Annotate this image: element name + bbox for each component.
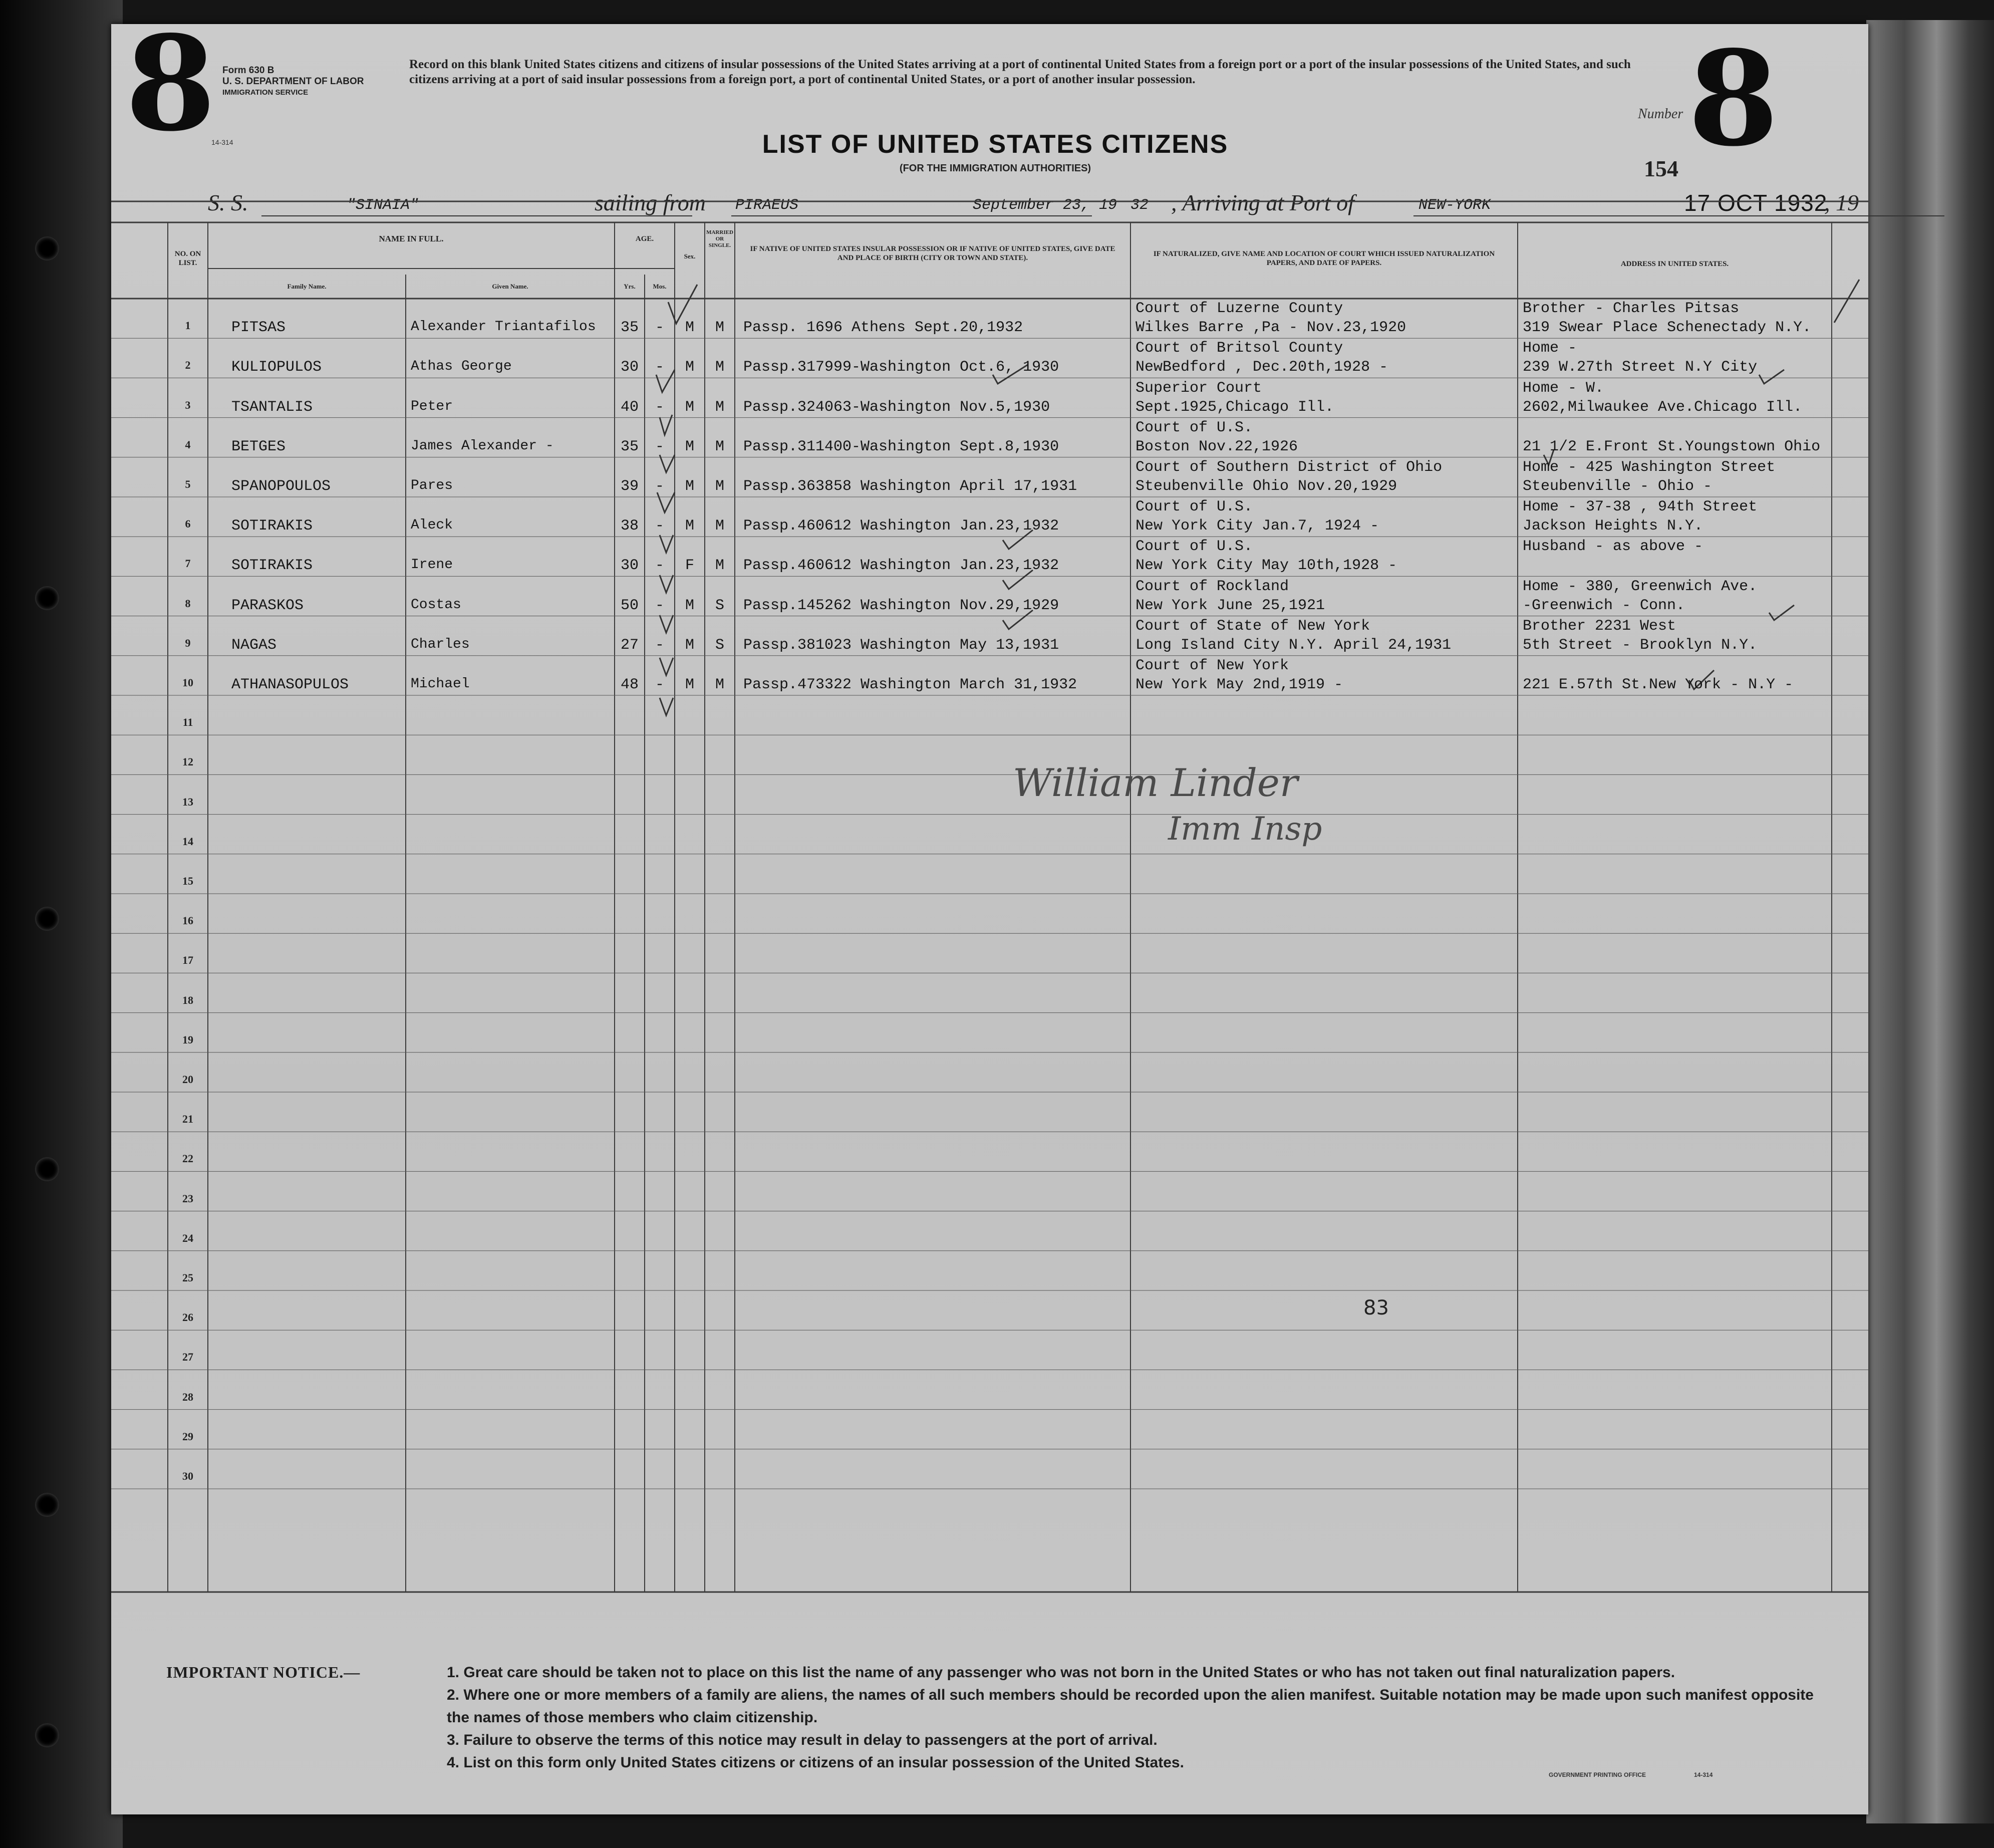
row-number: 3 bbox=[185, 398, 191, 411]
sailing-date: September 23, 19 bbox=[973, 197, 1117, 214]
age-months: - bbox=[655, 438, 664, 455]
age-months: - bbox=[655, 359, 664, 376]
marital-status: S bbox=[715, 636, 724, 654]
row-number: 11 bbox=[182, 716, 193, 729]
court-name: Court of New York bbox=[1135, 657, 1289, 674]
ss-label: S. S. bbox=[208, 190, 248, 215]
age-years: 39 bbox=[620, 478, 639, 495]
sailing-from-label: sailing from bbox=[595, 190, 706, 215]
marital-status: M bbox=[715, 557, 724, 575]
address-line-2: Jackson Heights N.Y. bbox=[1523, 517, 1703, 535]
family-name: SPANOPOULOS bbox=[231, 478, 331, 495]
sex: M bbox=[685, 319, 694, 337]
row-number: 15 bbox=[182, 875, 193, 887]
notice-item-4: 4. List on this form only United States citizens or citizens of an insular possession of the United States. bbox=[447, 1754, 1184, 1771]
row-number: 30 bbox=[182, 1470, 193, 1482]
row-number: 29 bbox=[182, 1430, 193, 1443]
marital-status: M bbox=[715, 398, 724, 416]
court-name: Superior Court bbox=[1135, 379, 1262, 397]
number-label: Number bbox=[1638, 106, 1683, 122]
marital-status: M bbox=[715, 438, 724, 455]
footer-form-code: 14-314 bbox=[1694, 1771, 1713, 1778]
row-number: 19 bbox=[182, 1033, 193, 1046]
address-line-1: Husband - as above - bbox=[1523, 538, 1703, 556]
age-months: - bbox=[655, 319, 664, 337]
birth-passport: Passp.381023 Washington May 13,1931 bbox=[743, 636, 1059, 654]
address-line-2: 221 E.57th St.New York - N.Y - bbox=[1523, 676, 1794, 693]
family-name: SOTIRAKIS bbox=[231, 557, 313, 575]
address-line-2: 319 Swear Place Schenectady N.Y. bbox=[1523, 319, 1812, 337]
binder-hole bbox=[35, 1723, 59, 1747]
given-name: Alexander Triantafilos bbox=[411, 319, 596, 335]
court-place-date: Steubenville Ohio Nov.20,1929 bbox=[1135, 478, 1397, 495]
given-name: Michael bbox=[411, 676, 470, 692]
binder-hole bbox=[35, 1157, 59, 1181]
binder-hole bbox=[35, 907, 59, 931]
binder-hole bbox=[35, 236, 59, 260]
col-header-age: AGE. bbox=[635, 235, 654, 243]
form-number: Form 630 B bbox=[222, 65, 274, 76]
row-number: 14 bbox=[182, 835, 193, 848]
form-code: 14-314 bbox=[211, 138, 233, 146]
given-name: Costas bbox=[411, 597, 461, 613]
row-number: 9 bbox=[185, 636, 191, 649]
col-header-family: Family Name. bbox=[287, 283, 327, 290]
ship-name: "SINAIA" bbox=[347, 197, 419, 214]
col-header-no: NO. ON LIST. bbox=[174, 250, 201, 267]
family-name: SOTIRAKIS bbox=[231, 517, 313, 535]
sex: M bbox=[685, 398, 694, 416]
age-years: 40 bbox=[620, 398, 639, 416]
birth-passport: Passp.311400-Washington Sept.8,1930 bbox=[743, 438, 1059, 455]
notice-item-1: 1. Great care should be taken not to place on this list the name of any passenger who was not born in the United States or who has not taken out final naturalization papers. bbox=[447, 1664, 1675, 1681]
age-months: - bbox=[655, 597, 664, 614]
sheet-number-left: 8 bbox=[125, 8, 216, 160]
age-years: 50 bbox=[620, 597, 639, 614]
row-number: 4 bbox=[185, 438, 191, 451]
binder-hole bbox=[35, 1493, 59, 1517]
family-name: BETGES bbox=[231, 438, 286, 455]
binder-strip bbox=[0, 0, 123, 1848]
stamp-number: 83 bbox=[1363, 1296, 1389, 1319]
age-years: 35 bbox=[620, 319, 639, 337]
row-number: 25 bbox=[182, 1271, 193, 1284]
manifest-sheet bbox=[111, 8, 1868, 1814]
birth-passport: Passp.363858 Washington April 17,1931 bbox=[743, 478, 1077, 495]
address-line-1: Brother - Charles Pitsas bbox=[1523, 300, 1740, 318]
address-line-1: Brother 2231 West bbox=[1523, 617, 1676, 635]
family-name: ATHANASOPULOS bbox=[231, 676, 349, 693]
birth-passport: Passp. 1696 Athens Sept.20,1932 bbox=[743, 319, 1023, 337]
given-name: Pares bbox=[411, 478, 453, 493]
court-place-date: Boston Nov.22,1926 bbox=[1135, 438, 1298, 455]
col-header-address: ADDRESS IN UNITED STATES. bbox=[1620, 260, 1729, 268]
court-place-date: Long Island City N.Y. April 24,1931 bbox=[1135, 636, 1452, 654]
underlying-pages bbox=[1866, 20, 1994, 1823]
row-number: 20 bbox=[182, 1073, 193, 1086]
row-number: 6 bbox=[185, 517, 191, 531]
given-name: Irene bbox=[411, 557, 453, 573]
family-name: PITSAS bbox=[231, 319, 286, 337]
page-subtitle: (FOR THE IMMIGRATION AUTHORITIES) bbox=[899, 163, 1091, 174]
col-header-mos: Mos. bbox=[653, 283, 667, 290]
age-months: - bbox=[655, 676, 664, 693]
row-number: 8 bbox=[185, 597, 191, 610]
address-line-2: 5th Street - Brooklyn N.Y. bbox=[1523, 636, 1758, 654]
col-header-naturalization: IF NATURALIZED, GIVE NAME AND LOCATION OF COURT WHICH ISSUED NATURALIZATION PAPERS, AND DATE OF PAPERS. bbox=[1153, 250, 1495, 267]
row-number: 13 bbox=[182, 795, 193, 808]
row-number: 12 bbox=[182, 755, 193, 768]
age-years: 38 bbox=[620, 517, 639, 535]
sex: M bbox=[685, 517, 694, 535]
given-name: Athas George bbox=[411, 359, 512, 375]
sex: M bbox=[685, 597, 694, 614]
sex: M bbox=[685, 359, 694, 376]
address-line-1: Home - 425 Washington Street bbox=[1523, 459, 1776, 476]
arriving-label: , Arriving at Port of bbox=[1171, 190, 1354, 215]
notice-item-3: 3. Failure to observe the terms of this notice may result in delay to passengers at the port of arrival. bbox=[447, 1732, 1158, 1748]
court-place-date: New York May 2nd,1919 - bbox=[1135, 676, 1343, 693]
court-name: Court of Southern District of Ohio bbox=[1135, 459, 1443, 476]
family-name: NAGAS bbox=[231, 636, 277, 654]
court-name: Court of Luzerne County bbox=[1135, 300, 1343, 318]
age-years: 30 bbox=[620, 359, 639, 376]
address-line-2: Steubenville - Ohio - bbox=[1523, 478, 1713, 495]
notice-heading: IMPORTANT NOTICE.— bbox=[166, 1663, 361, 1681]
birth-passport: Passp.145262 Washington Nov.29,1929 bbox=[743, 597, 1059, 614]
address-line-1: Home - 37-38 , 94th Street bbox=[1523, 498, 1758, 516]
given-name: Peter bbox=[411, 398, 453, 414]
address-line-1: Home - W. bbox=[1523, 379, 1604, 397]
sex: M bbox=[685, 676, 694, 693]
court-name: Court of State of New York bbox=[1135, 617, 1370, 635]
row-number: 27 bbox=[182, 1351, 193, 1364]
family-name: PARASKOS bbox=[231, 597, 304, 614]
age-years: 48 bbox=[620, 676, 639, 693]
court-place-date: NewBedford , Dec.20th,1928 - bbox=[1135, 359, 1388, 376]
address-line-2: 2602,Milwaukee Ave.Chicago Ill. bbox=[1523, 398, 1803, 416]
birth-passport: Passp.473322 Washington March 31,1932 bbox=[743, 676, 1077, 693]
row-number: 24 bbox=[182, 1231, 193, 1244]
row-number: 26 bbox=[182, 1311, 193, 1324]
col-header-name: NAME IN FULL. bbox=[379, 234, 444, 243]
sheet-number-right: 8 bbox=[1688, 23, 1779, 175]
marital-status: M bbox=[715, 517, 724, 535]
row-number: 17 bbox=[182, 954, 193, 967]
birth-passport: Passp.317999-Washington Oct.6, 1930 bbox=[743, 359, 1059, 376]
age-months: - bbox=[655, 636, 664, 654]
given-name: Charles bbox=[411, 636, 470, 652]
binder-hole bbox=[35, 586, 59, 610]
age-months: - bbox=[655, 557, 664, 575]
department-name: U. S. DEPARTMENT OF LABOR bbox=[222, 76, 364, 87]
inspector-title: Imm Insp bbox=[1168, 811, 1322, 848]
age-months: - bbox=[655, 517, 664, 535]
page-number: 154 bbox=[1644, 156, 1678, 181]
given-name: Aleck bbox=[411, 517, 453, 534]
court-name: Court of Rockland bbox=[1135, 578, 1289, 595]
sex: M bbox=[685, 636, 694, 654]
marital-status: M bbox=[715, 676, 724, 693]
form-instructions: Record on this blank United States citizens and citizens of insular possessions of the United States arriving at a port of continental United States from a foreign port or a port of the insular possessions of the United States, and such citizens arriving at a port of said insular possessions from a foreign port, a port of continental United States, or a port of another insular possession. bbox=[409, 58, 1631, 86]
marital-status: M bbox=[715, 478, 724, 495]
birth-passport: Passp.460612 Washington Jan.23,1932 bbox=[743, 557, 1059, 575]
court-place-date: New York City Jan.7, 1924 - bbox=[1135, 517, 1379, 535]
row-number: 22 bbox=[182, 1152, 193, 1165]
row-number: 5 bbox=[185, 478, 191, 490]
row-number: 2 bbox=[185, 359, 191, 372]
col-header-yrs: Yrs. bbox=[624, 283, 636, 290]
birth-passport: Passp.460612 Washington Jan.23,1932 bbox=[743, 517, 1059, 535]
sex: M bbox=[685, 438, 694, 455]
row-number: 21 bbox=[182, 1113, 193, 1126]
address-line-2: -Greenwich - Conn. bbox=[1523, 597, 1685, 614]
inspector-signature: William Linder bbox=[1013, 760, 1298, 805]
address-line-1: Home - bbox=[1523, 340, 1577, 357]
printer-imprint: GOVERNMENT PRINTING OFFICE bbox=[1549, 1771, 1646, 1778]
col-header-sex: Sex. bbox=[684, 252, 696, 260]
row-number: 10 bbox=[182, 676, 193, 689]
age-months: - bbox=[655, 398, 664, 416]
row-number: 7 bbox=[185, 557, 191, 570]
notice-item-2: 2. Where one or more members of a family are aliens, the names of all such members should be recorded upon the alien manifest. Suitable notation may be made upon such manifest opposite the names of those members who claim citizenship. bbox=[447, 1687, 1814, 1726]
service-name: IMMIGRATION SERVICE bbox=[222, 88, 309, 97]
col-header-given: Given Name. bbox=[492, 283, 528, 290]
row-number: 23 bbox=[182, 1192, 193, 1205]
court-place-date: Sept.1925,Chicago Ill. bbox=[1135, 398, 1334, 416]
age-years: 27 bbox=[620, 636, 639, 654]
court-name: Court of U.S. bbox=[1135, 538, 1253, 556]
court-place-date: Wilkes Barre ,Pa - Nov.23,1920 bbox=[1135, 319, 1406, 337]
col-header-marital: MARRIED OR SINGLE. bbox=[706, 229, 733, 248]
row-number: 18 bbox=[182, 993, 193, 1006]
sex: M bbox=[685, 478, 694, 495]
marital-status: M bbox=[715, 319, 724, 337]
age-years: 30 bbox=[620, 557, 639, 575]
family-name: TSANTALIS bbox=[231, 398, 313, 416]
row-number: 28 bbox=[182, 1390, 193, 1403]
address-line-1: Home - 380, Greenwich Ave. bbox=[1523, 578, 1758, 595]
address-line-2: 21 1/2 E.Front St.Youngstown Ohio bbox=[1523, 438, 1821, 455]
court-name: Court of Britsol County bbox=[1135, 340, 1343, 357]
court-place-date: New York City May 10th,1928 - bbox=[1135, 557, 1397, 575]
port-to: NEW-YORK bbox=[1418, 197, 1491, 214]
given-name: James Alexander - bbox=[411, 438, 554, 454]
arrival-date-stamp: 17 OCT 1932 bbox=[1684, 190, 1828, 216]
sex: F bbox=[685, 557, 694, 575]
court-name: Court of U.S. bbox=[1135, 498, 1253, 516]
court-name: Court of U.S. bbox=[1135, 419, 1253, 436]
age-years: 35 bbox=[620, 438, 639, 455]
family-name: KULIOPULOS bbox=[231, 359, 322, 376]
year-label: , 19 bbox=[1824, 190, 1859, 215]
court-place-date: New York June 25,1921 bbox=[1135, 597, 1325, 614]
row-number: 1 bbox=[185, 319, 191, 332]
col-header-birth: IF NATIVE OF UNITED STATES INSULAR POSSESSION OR IF NATIVE OF UNITED STATES, GIVE DATE AND PLACE OF BIRTH (CITY OR TOWN AND STATE). bbox=[750, 245, 1115, 262]
row-number: 16 bbox=[182, 914, 193, 927]
marital-status: S bbox=[715, 597, 724, 614]
table-grid bbox=[111, 24, 1868, 1814]
port-from: PIRAEUS bbox=[735, 197, 799, 214]
birth-passport: Passp.324063-Washington Nov.5,1930 bbox=[743, 398, 1050, 416]
sailing-year: 32 bbox=[1130, 197, 1149, 214]
page-title: LIST OF UNITED STATES CITIZENS bbox=[762, 130, 1229, 159]
age-months: - bbox=[655, 478, 664, 495]
marital-status: M bbox=[715, 359, 724, 376]
address-line-2: 239 W.27th Street N.Y City bbox=[1523, 359, 1758, 376]
